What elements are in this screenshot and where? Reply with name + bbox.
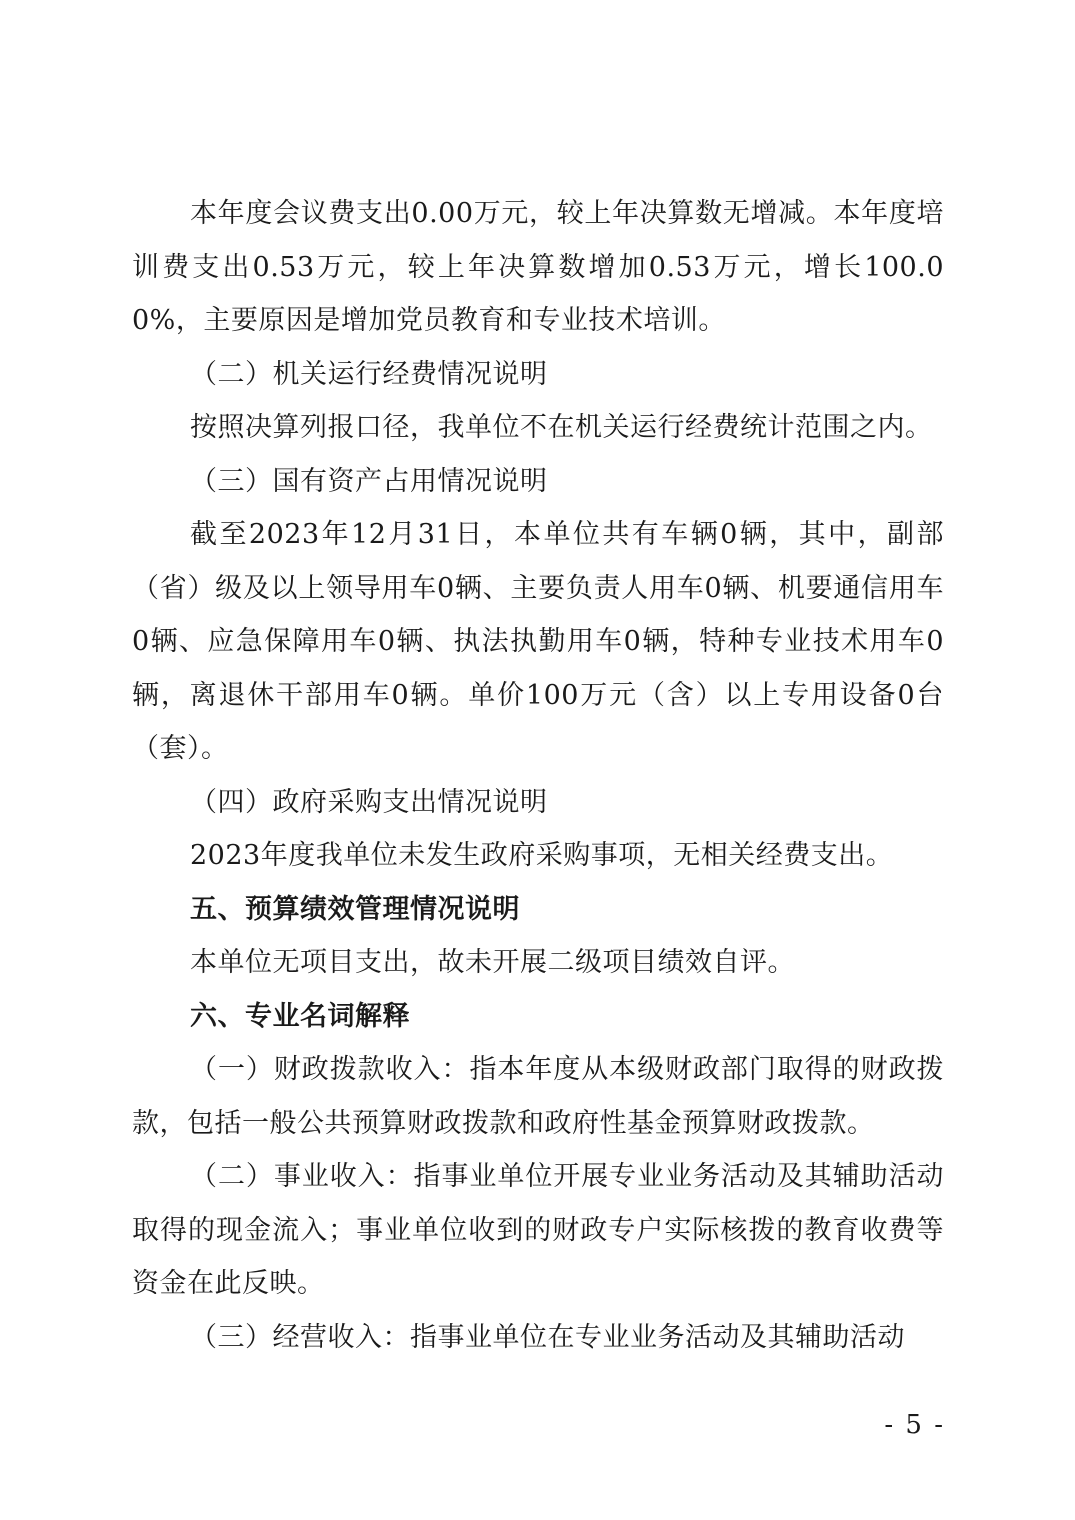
paragraph-procurement: 2023年度我单位未发生政府采购事项，无相关经费支出。 <box>190 840 894 871</box>
glossary-item-operating-income <box>132 1311 944 1365</box>
heading-procurement: （四）政府采购支出情况说明 <box>190 786 548 818</box>
glossary-definition: 指本年度从本级财政部门取得的财政拨款，包括一般公共预算财政拨款和政府性基金预算财政拨款。 <box>132 1054 945 1139</box>
heading-operating-funds: （二）机关运行经费情况说明 <box>190 358 548 390</box>
section-title-glossary: 六、专业名词解释 <box>190 1000 410 1032</box>
paragraph-performance: 本单位无项目支出，故未开展二级项目绩效自评。 <box>190 947 795 978</box>
heading-state-assets: （三）国有资产占用情况说明 <box>190 465 548 497</box>
glossary-definition: 指事业单位在专业业务活动及其辅助活动 <box>410 1321 905 1353</box>
glossary-definition: 指事业单位开展专业业务活动及其辅助活动取得的现金流入；事业单位收到的财政专户实际核拨的教育收费等资金在此反映。 <box>132 1161 945 1299</box>
page-number: - 5 - <box>884 1410 945 1440</box>
glossary-item-business-income <box>132 1150 944 1311</box>
glossary-term: （二）事业收入： <box>190 1161 414 1192</box>
glossary-item-fiscal-appropriation <box>132 1043 944 1150</box>
section-title-performance: 五、预算绩效管理情况说明 <box>190 893 520 925</box>
glossary-term: （一）财政拨款收入： <box>190 1054 470 1085</box>
paragraph-operating-funds: 按照决算列报口径，我单位不在机关运行经费统计范围之内。 <box>190 412 933 443</box>
glossary-term: （三）经营收入： <box>190 1321 410 1353</box>
paragraph-state-assets: 截至2023年12月31日，本单位共有车辆0辆，其中，副部（省）级及以上领导用车0辆、主要负责人用车0辆、机要通信用车0辆、应急保障用车0辆、执法执勤用车0辆，特种专业技术用车0辆，离退休干部用车0辆。单价100万元（含）以上专用设备0台（套）。 <box>132 519 944 764</box>
document-body <box>132 187 944 1364</box>
paragraph-meeting-training-fees: 本年度会议费支出0.00万元，较上年决算数无增减。本年度培训费支出0.53万元，较上年决算数增加0.53万元，增长100.00%，主要原因是增加党员教育和专业技术培训。 <box>132 198 944 336</box>
